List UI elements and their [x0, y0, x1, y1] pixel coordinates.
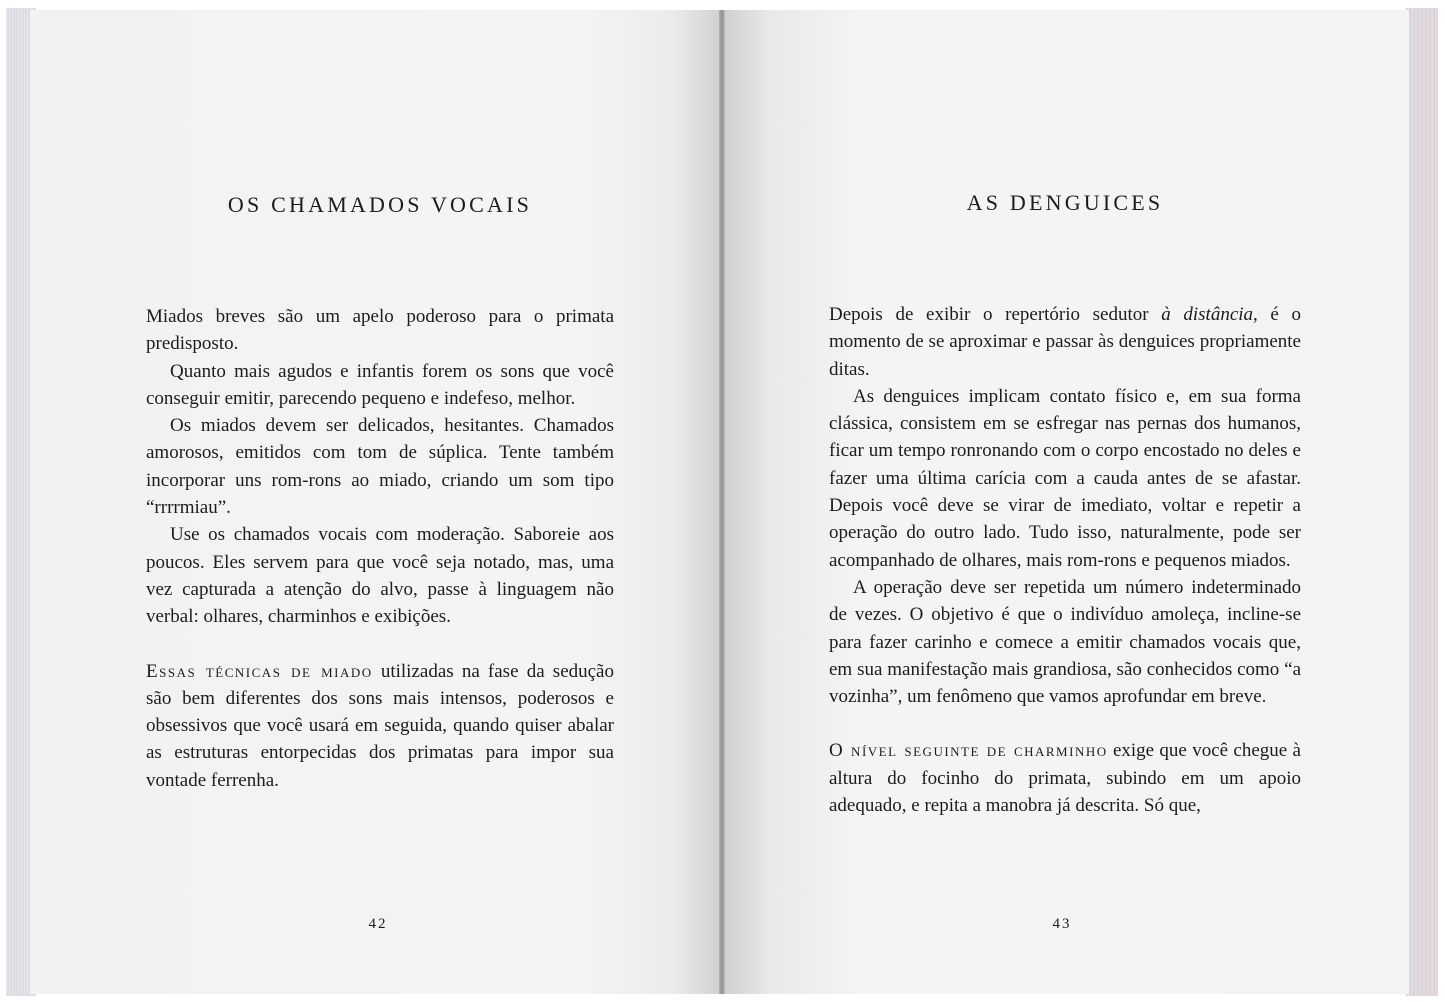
section-paragraph	[146, 658, 614, 794]
chapter-title-left: OS CHAMADOS VOCAIS	[227, 192, 533, 217]
paragraph: Use os chamados vocais com moderação. Saboreie aos poucos. Eles servem para que você seja notado, mas, uma vez capturada a atenção do alvo, passe à linguagem não verbal: olhares, charminhos e exibições.	[146, 524, 614, 628]
book-gutter	[719, 10, 725, 994]
paragraph-part: Depois de exibir o repertório sedutor	[829, 304, 1162, 325]
small-caps-lead: O nível seguinte de charminho	[829, 740, 1108, 762]
paragraph-rest: utilizadas na fase da sedução são bem diferentes dos sons mais intensos, poderosos e obsessivos que você usará em seguida, quando quiser abalar as estruturas entorpecidas dos primatas para impor sua vontade ferrenha.	[146, 660, 614, 791]
paragraph-part: , é o momento de se aproximar e passar às denguices propriamente ditas.	[829, 304, 1302, 380]
small-caps-lead: Essas técnicas de miado	[146, 660, 373, 682]
body-text-right	[829, 301, 1301, 819]
page-number-left: 42	[368, 916, 388, 932]
paragraph: As denguices implicam contato físico e, em sua forma clássica, consistem em se esfregar nas pernas dos humanos, ficar um tempo ronronando com o corpo encostado no deles e fazer uma última carícia com a cauda antes de se afastar. Depois você deve se virar de imediato, voltar e repetir a operação do outro lado. Tudo isso, naturalmente, pode ser acompanhado de olhares, mais rom-rons e pequenos miados.	[829, 385, 1301, 571]
italic-phrase: à distância	[1161, 304, 1254, 325]
section-paragraph	[829, 737, 1301, 819]
paragraph	[829, 301, 1301, 383]
paragraph: A operação deve ser repetida um número indeterminado de vezes. O objetivo é que o indivíduo amoleça, incline-se para fazer carinho e comece a emitir chamados vocais que, em sua manifestação mais grandiosa, são conhecidos como “a vozinha”, um fenômeno que vamos aprofundar em breve.	[829, 576, 1301, 708]
paragraph: Os miados devem ser delicados, hesitantes. Chamados amorosos, emitidos com tom de súplica. Tente também incorporar uns rom-rons ao miado, criando um som tipo “rrrrmiau”.	[146, 415, 614, 519]
page-number-right: 43	[1052, 916, 1072, 932]
page-edges-right	[1406, 8, 1438, 996]
paragraph: Miados breves são um apelo poderoso para o primata predisposto.	[146, 306, 614, 355]
paragraph-rest: exige que você chegue à altura do focinho do primata, subindo em um apoio adequado, e repita a manobra já descrita. Só que,	[829, 740, 1301, 817]
paragraph: Quanto mais agudos e infantis forem os sons que você conseguir emitir, parecendo pequeno e indefeso, melhor.	[146, 360, 614, 409]
body-text-left	[146, 303, 614, 794]
chapter-title-right: AS DENGUICES	[966, 190, 1164, 215]
